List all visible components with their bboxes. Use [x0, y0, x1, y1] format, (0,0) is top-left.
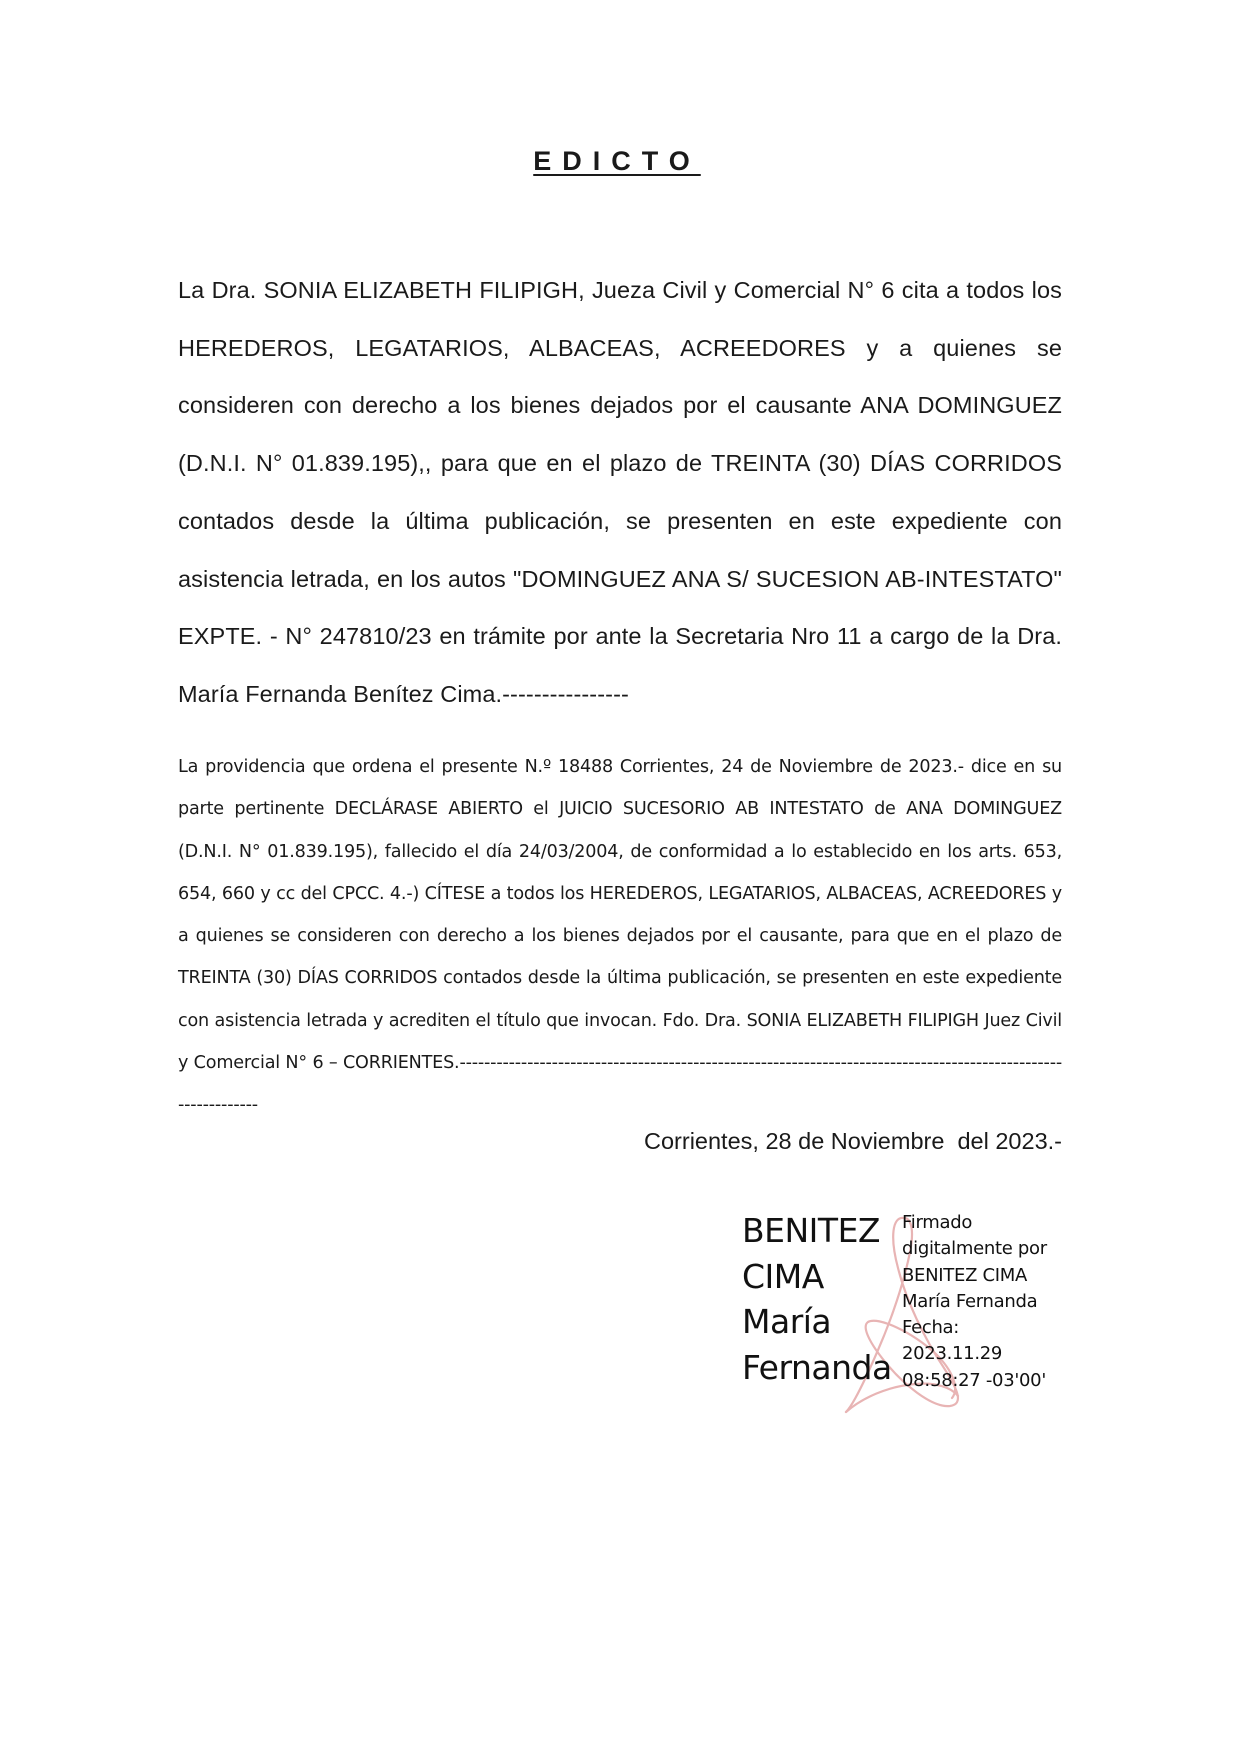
- place-date-line: Corrientes, 28 de Noviembre del 2023.-: [644, 1128, 1062, 1154]
- document-title: EDICTO: [533, 146, 701, 176]
- signature-detail-line: María Fernanda: [902, 1290, 1038, 1312]
- signature-detail-line: 08:58:27 -03'00': [902, 1369, 1046, 1391]
- signer-name: [742, 1208, 892, 1390]
- providence-paragraph: La providencia que ordena el presente N.º 18488 Corrientes, 24 de Noviembre de 2023.- dice en su parte pertinente DECLÁRASE ABIERTO el JUICIO SUCESORIO AB INTESTATO de ANA DOMINGUEZ (D.N.I. N° 01.839.195), fallecido el día 24/03/2004, de conformidad a lo establecido en los arts. 653, 654, 660 y cc del CPCC. 4.-) CÍTESE a todos los HEREDEROS, LEGATARIOS, ALBACEAS, ACREEDORES y a quienes se consideren con derecho a los bienes dejados por el causante, para que en el plazo de TREINTA (30) DÍAS CORRIDOS contados desde la última publicación, se presenten en este expediente con asistencia letrada y acrediten el título que invocan. Fdo. Dra. SONIA ELIZABETH FILIPIGH Juez Civil y Comercial N° 6 – CORRIENTES.---------------------------------------------------------------------------------------------------------------: [178, 757, 1062, 1116]
- signer-name-line: Fernanda: [742, 1347, 892, 1387]
- signature-detail-line: digitalmente por: [902, 1238, 1047, 1260]
- signer-name-line: BENITEZ: [742, 1211, 881, 1250]
- signer-name-line: María: [742, 1302, 832, 1341]
- signature-detail-line: Firmado: [902, 1212, 973, 1233]
- signer-name-line: CIMA: [742, 1256, 824, 1296]
- signature-detail-line: Fecha:: [902, 1317, 960, 1339]
- signature-detail-line: BENITEZ CIMA: [902, 1264, 1028, 1286]
- digital-signature-block: [742, 1208, 1082, 1418]
- edict-main-paragraph: La Dra. SONIA ELIZABETH FILIPIGH, Jueza Civil y Comercial N° 6 cita a todos los HEREDEROS, LEGATARIOS, ALBACEAS, ACREEDORES y a quienes se consideren con derecho a los bienes dejados por el causante ANA DOMINGUEZ (D.N.I. N° 01.839.195),, para que en el plazo de TREINTA (30) DÍAS CORRIDOS contados desde la última publicación, se presenten en este expediente con asistencia letrada, en los autos "DOMINGUEZ ANA S/ SUCESION AB-INTESTATO" EXPTE. - N° 247810/23 en trámite por ante la Secretaria Nro 11 a cargo de la Dra. María Fernanda Benítez Cima.----------------: [178, 277, 1062, 707]
- signature-details: [902, 1210, 1047, 1394]
- signature-detail-line: 2023.11.29: [902, 1343, 1003, 1365]
